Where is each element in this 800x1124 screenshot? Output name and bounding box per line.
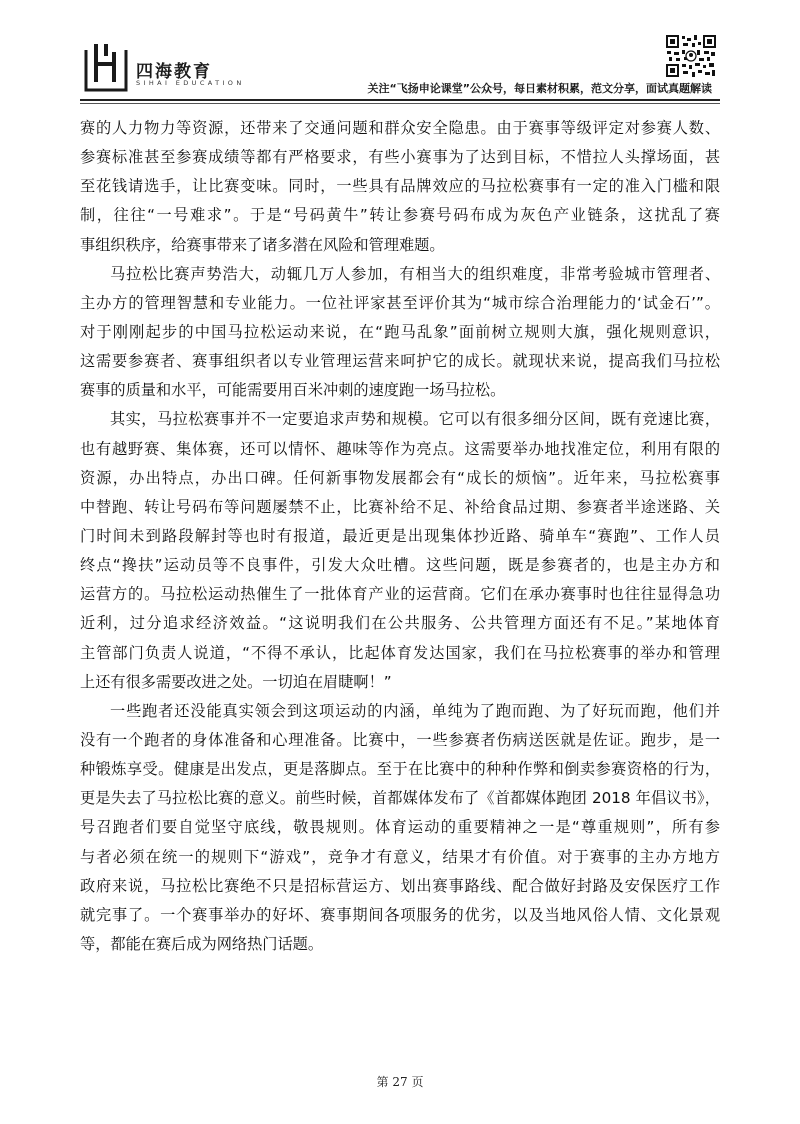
paragraph-line: 号召跑者们要自觉坚守底线，敬畏规则。体育运动的重要精神之一是“尊重规则”，所有参: [80, 818, 720, 837]
paragraph-line: 对于刚刚起步的中国马拉松运动来说，在“跑马乱象”面前树立规则大旗，强化规则意识，: [80, 322, 720, 341]
paragraph-line: 等，都能在赛后成为网络热门话题。: [80, 934, 323, 953]
article-body: [80, 114, 720, 959]
sihai-logo-icon: [82, 42, 130, 92]
paragraph-line: 赛的人力物力等资源，还带来了交通问题和群众安全隐患。由于赛事等级评定对参赛人数、: [80, 119, 720, 137]
paragraph-line: 终点“搀扶”运动员等不良事件，引发大众吐槽。这些问题，既是参赛者的，也是主办方和: [80, 556, 720, 575]
page-header: [0, 0, 800, 104]
paragraph-line: 与者必须在统一的规则下“游戏”，竞争才有意义，结果才有价值。对于赛事的主办方地方: [80, 847, 720, 866]
header-rule-thick: [80, 99, 720, 101]
paragraph-line: 这需要参赛者、赛事组织者以专业管理运营来呵护它的成长。就现状来说，提高我们马拉松: [80, 352, 720, 371]
paragraph-line: 更是失去了马拉松比赛的意义。前些时候，首都媒体发布了《首都媒体跑团 2018 年倡议书》，: [80, 789, 720, 808]
qr-code-icon: [665, 34, 717, 78]
paragraph-line: 近利，过分追求经济效益。“这说明我们在公共服务、公共管理方面还有不足。”某地体育: [80, 614, 720, 633]
paragraph-line: 赛事的质量和水平，可能需要用百米冲刺的速度跑一场马拉松。: [80, 381, 506, 400]
paragraph-line: 政府来说，马拉松比赛绝不只是招标营运方、划出赛事路线、配合做好封路及安保医疗工作: [80, 876, 720, 895]
paragraph-line: 一些跑者还没能真实领会到这项运动的内涵，单纯为了跑而跑、为了好玩而跑，他们并: [110, 701, 720, 720]
paragraph-line: 马拉松比赛声势浩大，动辄几万人参加，有相当大的组织难度，非常考验城市管理者、: [110, 264, 720, 283]
paragraph-line: 种锻炼享受。健康是出发点，更是落脚点。至于在比赛中的种种作弊和倒卖参赛资格的行为，: [80, 760, 720, 779]
paragraph-line: 资源，办出特点，办出口碑。任何新事物发展都会有“成长的烦恼”。近年来，马拉松赛事: [80, 468, 720, 487]
paragraph-line: 没有一个跑者的身体准备和心理准备。比赛中，一些参赛者伤病送医就是佐证。跑步，是一: [80, 730, 720, 749]
brand-name: 四海教育: [136, 62, 212, 82]
paragraph-line: 至花钱请选手，让比赛变味。同时，一些具有品牌效应的马拉松赛事有一定的准入门槛和限: [80, 177, 720, 196]
paragraph-line: 就完事了。一个赛事举办的好坏、赛事期间各项服务的优劣，以及当地风俗人情、文化景观: [80, 905, 720, 924]
paragraph-line: 中替跑、转让号码布等问题屡禁不止，比赛补给不足、补给食品过期、参赛者半途迷路、关: [80, 497, 720, 516]
paragraph-line: 也有越野赛、集体赛，还可以情怀、趣味等作为亮点。这需要举办地找准定位，利用有限的: [80, 439, 720, 458]
paragraph-line: 参赛标准甚至参赛成绩等都有严格要求，有些小赛事为了达到目标，不惜拉人头撑场面，甚: [80, 148, 720, 167]
page-number: 第 27 页: [376, 1075, 424, 1089]
header-tagline: 关注“飞扬申论课堂”公众号，每日素材积累，范文分享，面试真题解读: [367, 82, 712, 95]
paragraph-line: 主办方的管理智慧和专业能力。一位社评家甚至评价其为“城市综合治理能力的‘试金石’”。: [80, 293, 720, 312]
paragraph-line: 事组织秩序，给赛事带来了诸多潜在风险和管理难题。: [80, 235, 445, 254]
paragraph-line: 其实，马拉松赛事并不一定要追求声势和规模。它可以有很多细分区间，既有竞速比赛，: [110, 410, 720, 429]
paragraph-line: 制，往往“一号难求”。于是“号码黄牛”转让参赛号码布成为灰色产业链条，这扰乱了赛: [80, 206, 720, 225]
header-rule-thin: [80, 103, 720, 104]
paragraph-line: 运营方的。马拉松运动热催生了一批体育产业的运营商。它们在承办赛事时也往往显得急功: [80, 585, 720, 604]
paragraph-line: 门时间未到路段解封等也时有报道，最近更是出现集体抄近路、骑单车“赛跑”、工作人员: [80, 526, 720, 545]
paragraph-line: 上还有很多需要改进之处。一切迫在眉睫啊！”: [80, 672, 392, 691]
paragraph-line: 主管部门负责人说道，“不得不承认，比起体育发达国家，我们在马拉松赛事的举办和管理: [80, 643, 720, 662]
brand-subtitle: SIHAI EDUCATION: [136, 79, 245, 87]
